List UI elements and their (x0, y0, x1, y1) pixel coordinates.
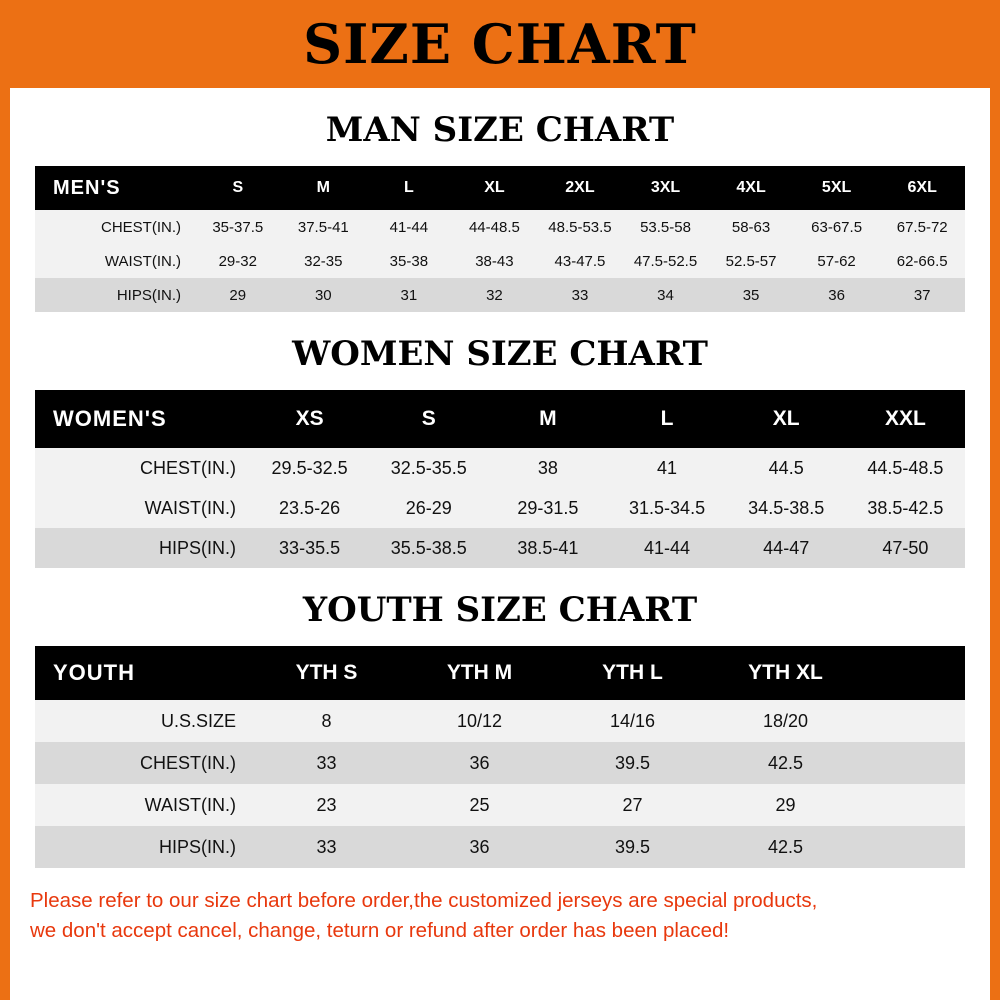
cell: 35-38 (366, 244, 452, 278)
cell: 30 (281, 278, 367, 312)
row-label: HIPS(IN.) (35, 528, 250, 568)
cell: 52.5-57 (708, 244, 794, 278)
footer-note-line-1: Please refer to our size chart before order,the customized jerseys are special products, (30, 889, 818, 912)
cell-spacer (862, 700, 965, 742)
cell: 35-37.5 (195, 210, 281, 244)
men-col-header: 6XL (879, 166, 965, 210)
cell: 26-29 (369, 488, 488, 528)
cell: 14/16 (556, 700, 709, 742)
men-table-body (35, 210, 965, 312)
footer-note (30, 868, 970, 945)
table-row (35, 700, 965, 742)
women-table-body (35, 448, 965, 568)
cell: 58-63 (708, 210, 794, 244)
men-col-header: XL (452, 166, 538, 210)
table-row (35, 244, 965, 278)
cell: 33 (250, 826, 403, 868)
cell: 41-44 (607, 528, 726, 568)
women-col-header: XXL (846, 390, 965, 448)
cell: 57-62 (794, 244, 880, 278)
cell: 29-31.5 (488, 488, 607, 528)
cell: 62-66.5 (879, 244, 965, 278)
cell-spacer (862, 784, 965, 826)
cell: 23.5-26 (250, 488, 369, 528)
cell: 33 (537, 278, 623, 312)
cell: 34 (623, 278, 709, 312)
youth-header-label: YOUTH (35, 646, 250, 700)
cell: 36 (403, 742, 556, 784)
cell-spacer (862, 742, 965, 784)
section-title-youth: YOUTH SIZE CHART (302, 590, 698, 630)
women-table-head (35, 390, 965, 448)
men-col-header: 2XL (537, 166, 623, 210)
cell: 36 (794, 278, 880, 312)
cell: 41-44 (366, 210, 452, 244)
cell: 37.5-41 (281, 210, 367, 244)
row-label: WAIST(IN.) (35, 244, 195, 278)
youth-col-header: YTH XL (709, 646, 862, 700)
cell: 23 (250, 784, 403, 826)
cell: 47-50 (846, 528, 965, 568)
cell: 44.5-48.5 (846, 448, 965, 488)
table-row (35, 210, 965, 244)
men-table-head (35, 166, 965, 210)
row-label: HIPS(IN.) (35, 278, 195, 312)
youth-col-header: YTH M (403, 646, 556, 700)
youth-col-spacer (862, 646, 965, 700)
page-title: SIZE CHART (303, 12, 697, 76)
cell: 63-67.5 (794, 210, 880, 244)
page-banner (0, 0, 1000, 88)
men-col-header: M (281, 166, 367, 210)
cell: 31 (366, 278, 452, 312)
women-col-header: XS (250, 390, 369, 448)
cell: 33 (250, 742, 403, 784)
row-label: CHEST(IN.) (35, 742, 250, 784)
cell: 33-35.5 (250, 528, 369, 568)
table-row (35, 528, 965, 568)
youth-col-header: YTH S (250, 646, 403, 700)
cell: 8 (250, 700, 403, 742)
cell: 43-47.5 (537, 244, 623, 278)
cell: 36 (403, 826, 556, 868)
cell: 25 (403, 784, 556, 826)
table-row (35, 826, 965, 868)
cell: 27 (556, 784, 709, 826)
women-col-header: L (607, 390, 726, 448)
cell: 29.5-32.5 (250, 448, 369, 488)
cell-spacer (862, 826, 965, 868)
men-col-header: S (195, 166, 281, 210)
cell: 38 (488, 448, 607, 488)
youth-table-head (35, 646, 965, 700)
cell: 29 (195, 278, 281, 312)
women-col-header: XL (727, 390, 846, 448)
row-label: CHEST(IN.) (35, 448, 250, 488)
cell: 38.5-42.5 (846, 488, 965, 528)
cell: 47.5-52.5 (623, 244, 709, 278)
women-col-header: S (369, 390, 488, 448)
cell: 48.5-53.5 (537, 210, 623, 244)
table-row (35, 784, 965, 826)
cell: 67.5-72 (879, 210, 965, 244)
men-col-header: 3XL (623, 166, 709, 210)
row-label: CHEST(IN.) (35, 210, 195, 244)
cell: 34.5-38.5 (727, 488, 846, 528)
cell: 44-47 (727, 528, 846, 568)
cell: 38-43 (452, 244, 538, 278)
cell: 32 (452, 278, 538, 312)
cell: 29-32 (195, 244, 281, 278)
cell: 41 (607, 448, 726, 488)
cell: 35 (708, 278, 794, 312)
cell: 10/12 (403, 700, 556, 742)
table-row (35, 278, 965, 312)
table-row (35, 742, 965, 784)
cell: 44.5 (727, 448, 846, 488)
cell: 53.5-58 (623, 210, 709, 244)
section-title-men: MAN SIZE CHART (325, 110, 675, 150)
row-label: HIPS(IN.) (35, 826, 250, 868)
men-header-label: MEN'S (35, 166, 195, 210)
table-row (35, 488, 965, 528)
men-col-header: 4XL (708, 166, 794, 210)
women-size-table (35, 390, 965, 568)
men-col-header: 5XL (794, 166, 880, 210)
youth-table-body (35, 700, 965, 868)
table-header-row (35, 390, 965, 448)
cell: 31.5-34.5 (607, 488, 726, 528)
cell: 42.5 (709, 742, 862, 784)
cell: 38.5-41 (488, 528, 607, 568)
cell: 29 (709, 784, 862, 826)
footer-note-line-2: we don't accept cancel, change, teturn or refund after order has been placed! (30, 918, 730, 942)
table-header-row (35, 646, 965, 700)
men-col-header: L (366, 166, 452, 210)
cell: 39.5 (556, 826, 709, 868)
section-title-women: WOMEN SIZE CHART (292, 334, 708, 374)
table-row (35, 448, 965, 488)
cell: 39.5 (556, 742, 709, 784)
cell: 44-48.5 (452, 210, 538, 244)
women-col-header: M (488, 390, 607, 448)
youth-col-header: YTH L (556, 646, 709, 700)
women-header-label: WOMEN'S (35, 390, 250, 448)
row-label: WAIST(IN.) (35, 784, 250, 826)
row-label: U.S.SIZE (35, 700, 250, 742)
cell: 32-35 (281, 244, 367, 278)
youth-size-table (35, 646, 965, 868)
cell: 37 (879, 278, 965, 312)
cell: 18/20 (709, 700, 862, 742)
table-header-row (35, 166, 965, 210)
cell: 35.5-38.5 (369, 528, 488, 568)
cell: 42.5 (709, 826, 862, 868)
row-label: WAIST(IN.) (35, 488, 250, 528)
men-size-table (35, 166, 965, 312)
cell: 32.5-35.5 (369, 448, 488, 488)
